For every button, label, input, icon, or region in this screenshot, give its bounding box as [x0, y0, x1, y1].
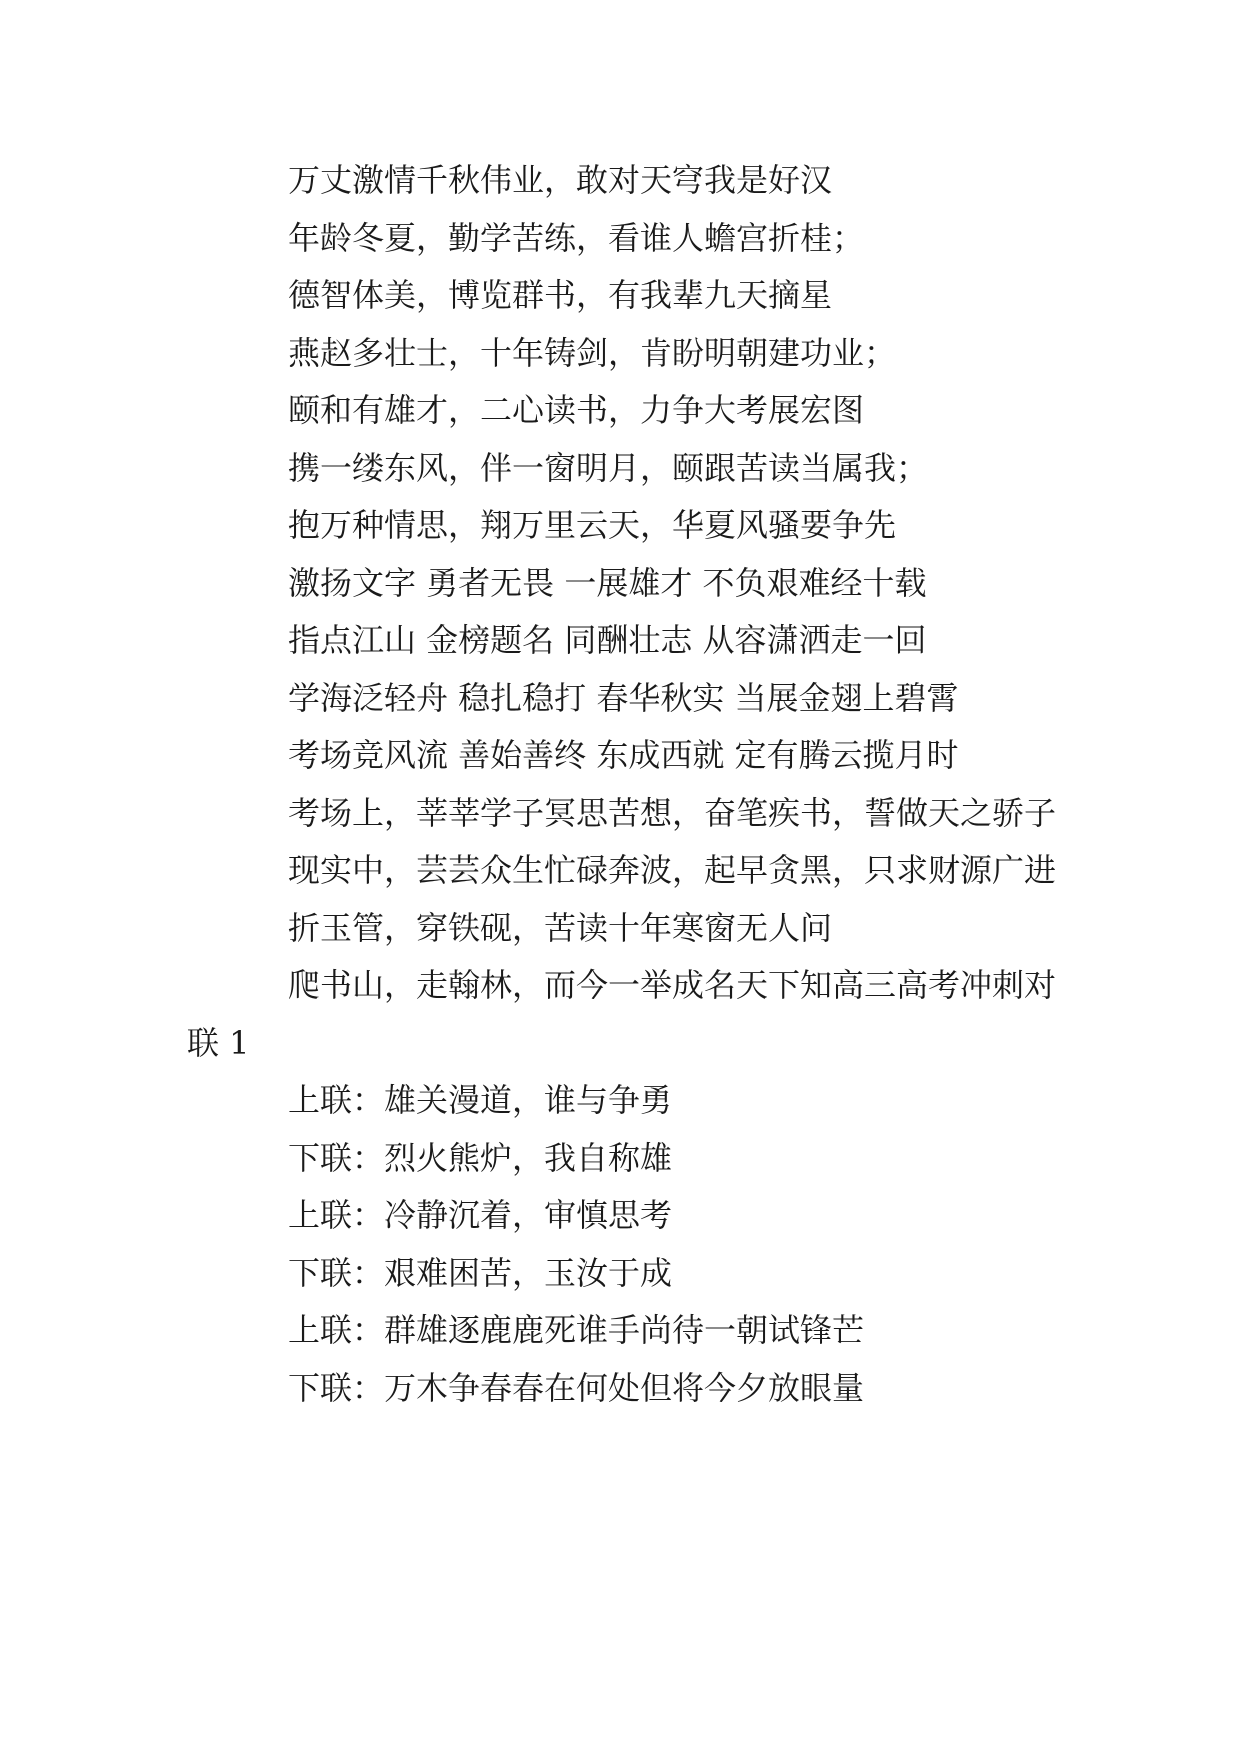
couplet-lower-3: 下联：万木争春春在何处但将今夕放眼量	[288, 1368, 865, 1407]
paragraph-7: 抱万种情思，翔万里云天，华夏风骚要争先	[288, 506, 897, 544]
couplet-upper-2: 上联：冷静沉着，审慎思考	[288, 1196, 673, 1234]
couplet-upper-3: 上联：群雄逐鹿鹿死谁手尚待一朝试锋芒	[288, 1311, 865, 1349]
paragraph-3: 德智体美，博览群书，有我辈九天摘星	[288, 276, 833, 314]
paragraph-14: 折玉管，穿铁砚，苦读十年寒窗无人问	[288, 908, 833, 947]
document-body	[187, 152, 1057, 1417]
paragraph-13: 现实中，芸芸众生忙碌奔波，起早贪黑，只求财源广进	[288, 851, 1057, 889]
paragraph-11: 考场竞风流 善始善终 东成西就 定有腾云揽月时	[288, 736, 959, 774]
couplet-lower-1: 下联：烈火熊炉，我自称雄	[288, 1138, 673, 1177]
paragraph-4: 燕赵多壮士，十年铸剑，肯盼明朝建功业；	[288, 333, 897, 372]
paragraph-5: 颐和有雄才，二心读书，力争大考展宏图	[288, 391, 865, 429]
paragraph-6: 携一缕东风，伴一窗明月，颐跟苦读当属我；	[288, 448, 929, 487]
paragraph-2: 年龄冬夏，勤学苦练，看谁人蟾宫折桂；	[288, 218, 865, 257]
paragraph-15: 爬书山，走翰林，而今一举成名天下知高三高考冲刺对联 1	[187, 966, 1057, 1062]
couplet-lower-2: 下联：艰难困苦，玉汝于成	[288, 1253, 673, 1292]
paragraph-8: 激扬文字 勇者无畏 一展雄才 不负艰难经十载	[288, 563, 927, 602]
paragraph-12: 考场上，莘莘学子冥思苦想，奋笔疾书，誓做天之骄子	[288, 793, 1057, 832]
paragraph-1: 万丈激情千秋伟业，敢对天穹我是好汉	[288, 161, 833, 199]
paragraph-9: 指点江山 金榜题名 同酬壮志 从容潇洒走一回	[288, 621, 927, 659]
couplet-upper-1: 上联：雄关漫道，谁与争勇	[288, 1081, 673, 1119]
paragraph-10: 学海泛轻舟 稳扎稳打 春华秋实 当展金翅上碧霄	[288, 678, 959, 717]
